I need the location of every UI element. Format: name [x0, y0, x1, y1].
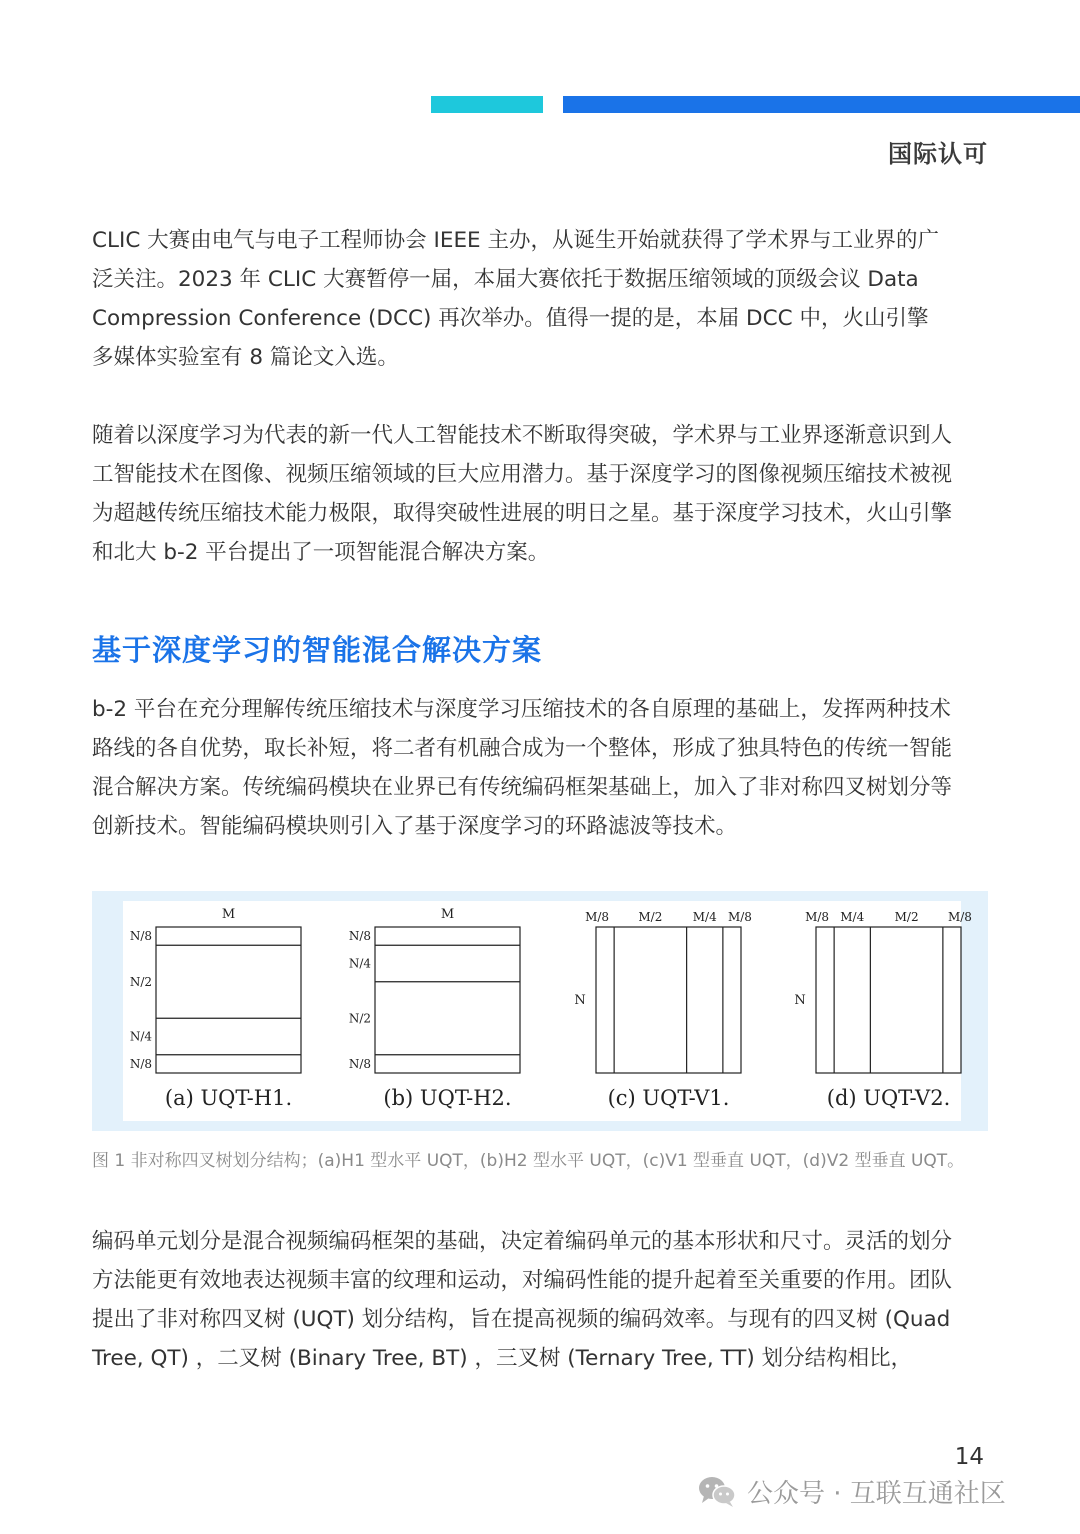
segment-label: N/8	[129, 1056, 152, 1071]
segment-label: M/2	[894, 910, 919, 924]
paragraph-ai-compression	[92, 416, 990, 572]
paragraph-line: 编码单元划分是混合视频编码框架的基础，决定着编码单元的基本形状和尺寸。灵活的划分	[92, 1229, 953, 1254]
paragraph-line: CLIC 大赛由电气与电子工程师协会 IEEE 主办，从诞生开始就获得了学术界与工业界的广	[92, 228, 939, 253]
segment-label: N/2	[129, 974, 152, 989]
header-accent-bar-cyan	[431, 96, 543, 113]
paragraph-line: 方法能更有效地表达视频丰富的纹理和运动，对编码性能的提升起着至关重要的作用。团队	[92, 1268, 953, 1293]
segment-label: N/8	[348, 929, 371, 944]
segment-label: M/4	[840, 910, 865, 924]
section-heading: 基于深度学习的智能混合解决方案	[92, 633, 543, 667]
uqt-diagram	[123, 901, 972, 1121]
dimension-label: N	[574, 993, 586, 1008]
segment-label: M/8	[585, 910, 610, 924]
uqt-figure	[92, 891, 988, 1131]
paragraph-line: 提出了非对称四叉树 (UQT) 划分结构，旨在提高视频的编码效率。与现有的四叉树 (Quad	[92, 1307, 951, 1332]
partition-block	[375, 927, 520, 1073]
panel-caption: (d) UQT-V2.	[826, 1086, 951, 1110]
paragraph-line: 随着以深度学习为代表的新一代人工智能技术不断取得突破，学术界与工业界逐渐意识到人	[92, 423, 953, 448]
partition-block	[596, 927, 741, 1073]
panel-caption: (c) UQT-V1.	[607, 1086, 730, 1110]
segment-label: N/2	[348, 1011, 371, 1026]
section-label: 国际认可	[888, 140, 988, 168]
segment-label: N/4	[348, 956, 371, 971]
paragraph-line: 为超越传统压缩技术能力极限，取得突破性进展的明日之星。基于深度学习技术，火山引擎	[92, 501, 953, 526]
paragraph-line: 路线的各自优势，取长补短，将二者有机融合成为一个整体，形成了独具特色的传统一智能	[92, 736, 953, 761]
dimension-label: N	[794, 993, 806, 1008]
panel-caption: (b) UQT-H2.	[383, 1086, 512, 1110]
watermark-text: 公众号 · 互联互通社区	[747, 1478, 1006, 1509]
segment-label: M/8	[947, 910, 972, 924]
header-accent-bar-blue	[563, 96, 1080, 113]
paragraph-clic-intro	[92, 221, 990, 377]
paragraph-line: 混合解决方案。传统编码模块在业界已有传统编码框架基础上，加入了非对称四叉树划分等	[92, 775, 953, 800]
paragraph-line: 多媒体实验室有 8 篇论文入选。	[92, 345, 399, 370]
wechat-icon	[697, 1474, 737, 1508]
paragraph-line: 泛关注。2023 年 CLIC 大赛暂停一届，本届大赛依托于数据压缩领域的顶级会议 Data	[92, 267, 919, 292]
page-number: 14	[954, 1444, 984, 1470]
paragraph-coding-unit	[92, 1222, 990, 1378]
paragraph-line: b-2 平台在充分理解传统压缩技术与深度学习压缩技术的各自原理的基础上，发挥两种技术	[92, 697, 951, 722]
paragraph-line: 和北大 b-2 平台提出了一项智能混合解决方案。	[92, 540, 550, 565]
dimension-label: M	[221, 907, 236, 922]
panel-caption: (a) UQT-H1.	[164, 1086, 293, 1110]
segment-label: N/8	[348, 1056, 371, 1071]
segment-label: M/8	[727, 910, 752, 924]
segment-label: M/4	[692, 910, 717, 924]
segment-label: N/4	[129, 1029, 152, 1044]
dimension-label: M	[440, 907, 455, 922]
paragraph-hybrid-solution	[92, 690, 990, 846]
paragraph-line: Tree, QT) ，二叉树 (Binary Tree, BT) ，三叉树 (Ternary Tree, TT) 划分结构相比，	[92, 1346, 913, 1371]
paragraph-line: 工智能技术在图像、视频压缩领域的巨大应用潜力。基于深度学习的图像视频压缩技术被视	[92, 462, 953, 487]
watermark	[697, 1473, 1006, 1509]
paragraph-line: 创新技术。智能编码模块则引入了基于深度学习的环路滤波等技术。	[92, 814, 738, 839]
paragraph-line: Compression Conference (DCC) 再次举办。值得一提的是，本届 DCC 中，火山引擎	[92, 306, 929, 331]
figure-caption: 图 1 非对称四叉树划分结构；(a)H1 型水平 UQT，(b)H2 型水平 UQT，(c)V1 型垂直 UQT，(d)V2 型垂直 UQT。	[92, 1151, 965, 1171]
segment-label: N/8	[129, 929, 152, 944]
segment-label: M/2	[638, 910, 663, 924]
segment-label: M/8	[805, 910, 830, 924]
partition-block	[816, 927, 961, 1073]
uqt-figure-image	[123, 901, 972, 1121]
partition-block	[156, 927, 301, 1073]
